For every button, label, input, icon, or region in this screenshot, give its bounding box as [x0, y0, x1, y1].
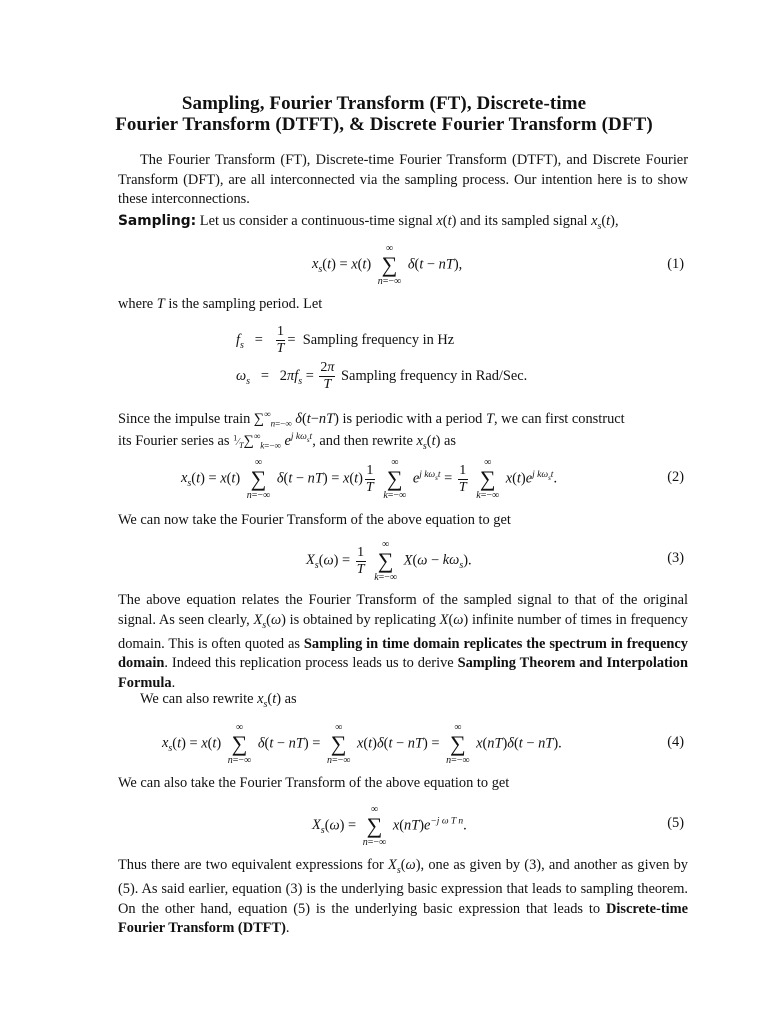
equation-number-5: (5) — [667, 815, 684, 831]
ws-definition: $\omega_s = 2\pi f_s$ = $\frac{2\pi}{T}$ Sampling frequency in Rad/Sec. — [236, 360, 528, 392]
equation-2: $x_s(t) = x(t)$ ∞ ∑ n=−∞ δ(t − nT) = x(t) $\frac{1}{T}$ ∞ ∑ k=−∞ $e^{j k\omega_st}$ = $\frac{1}{T}$ ∞ ∑ k=−∞ $x(t)e^{j k\omega_st}$. — [181, 457, 558, 501]
relates-paragraph: The above equation relates the Fourier Transform of the sampled signal to that of the original signal. As seen clearly, $X_s(\omega)$ is obtained by replicating X(ω) infinite number of times in frequency domain. This is often quoted as Sampling in time domain replicates the spectrum in frequency domain. Indeed this replication process leads us to derive Sampling Theorem and Interpolation Formula. — [118, 592, 688, 691]
where-line: where T is the sampling period. Let — [118, 296, 323, 312]
equation-5: $X_s(\omega)$ = ∞ ∑ n=−∞ $x(nT)e^{-j \omega T n}$. — [312, 804, 467, 848]
fs-definition: $f_s$ = $\frac{1}{T}$ = Sampling frequency in Hz — [236, 324, 455, 356]
title-line-2: Fourier Transform (DTFT), & Discrete Fourier Transform (DFT) — [115, 114, 653, 135]
equation-number-2: (2) — [667, 469, 684, 485]
sampling-paragraph: Sampling: Let us consider a continuous-time signal x(t) and its sampled signal $x_s(t)$, — [118, 213, 619, 232]
title-line-1: Sampling, Fourier Transform (FT), Discrete-time — [181, 93, 587, 114]
equation-number-1: (1) — [667, 256, 684, 272]
rewrite-line: We can also rewrite $x_s(t)$ as — [140, 691, 297, 710]
ft-line-1: We can now take the Fourier Transform of the above equation to get — [118, 512, 511, 528]
equation-4: $x_s(t) = x(t)$ ∞ ∑ n=−∞ δ(t − nT) = ∞ ∑ n=−∞ x(t)δ(t − nT) = ∞ ∑ n=−∞ x(nT)δ(t − nT). — [162, 722, 562, 766]
since-line-1: Since the impulse train $\sum^\infty_{n=-\infty}$ δ(t−nT) is periodic with a period T, we can first construct — [118, 409, 625, 429]
intro-paragraph: The Fourier Transform (FT), Discrete-time Fourier Transform (DTFT), and Discrete Fourier Transform (DFT), are all interconnected via the sampling process. Our intention here is to show these interconnections. — [118, 152, 688, 207]
theorem-emphasis: Sampling Theorem and Interpolation Formula — [118, 655, 688, 691]
sampling-heading: Sampling: — [118, 213, 197, 229]
ft-line-2: We can also take the Fourier Transform of the above equation to get — [118, 775, 510, 791]
fs-label: Sampling frequency in Hz — [302, 331, 455, 348]
equation-number-3: (3) — [667, 550, 684, 566]
equation-3: $X_s(\omega)$ = $\frac{1}{T}$ ∞ ∑ k=−∞ $X(\omega - k\omega_s)$. — [306, 539, 472, 583]
dtft-emphasis: Discrete-time Fourier Transform (DTFT) — [118, 900, 688, 937]
thus-paragraph: Thus there are two equivalent expressions for $X_s(\omega)$, one as given by (3), and another as given by (5). As said earlier, equation (3) is the underlying basic expression that leads to sampling theorem. On the other hand, equation (5) is the underlying basic expression that leads to Discrete-time Fourier Transform (DTFT). — [118, 857, 689, 937]
equation-1: $x_s(t) = x(t)$ ∞ ∑ n=−∞ δ(t − nT), — [312, 243, 463, 287]
replication-emphasis: Sampling in time domain replicates the spectrum in frequency domain — [118, 635, 688, 672]
since-line-2: its Fourier series as $^1⁄_T\sum^\infty_{k=-\infty}$ $e^{j k\omega_st}$, and then rewrite $x_s(t)$ as — [118, 431, 456, 452]
ws-label: Sampling frequency in Rad/Sec. — [341, 367, 528, 384]
equation-number-4: (4) — [667, 734, 684, 750]
